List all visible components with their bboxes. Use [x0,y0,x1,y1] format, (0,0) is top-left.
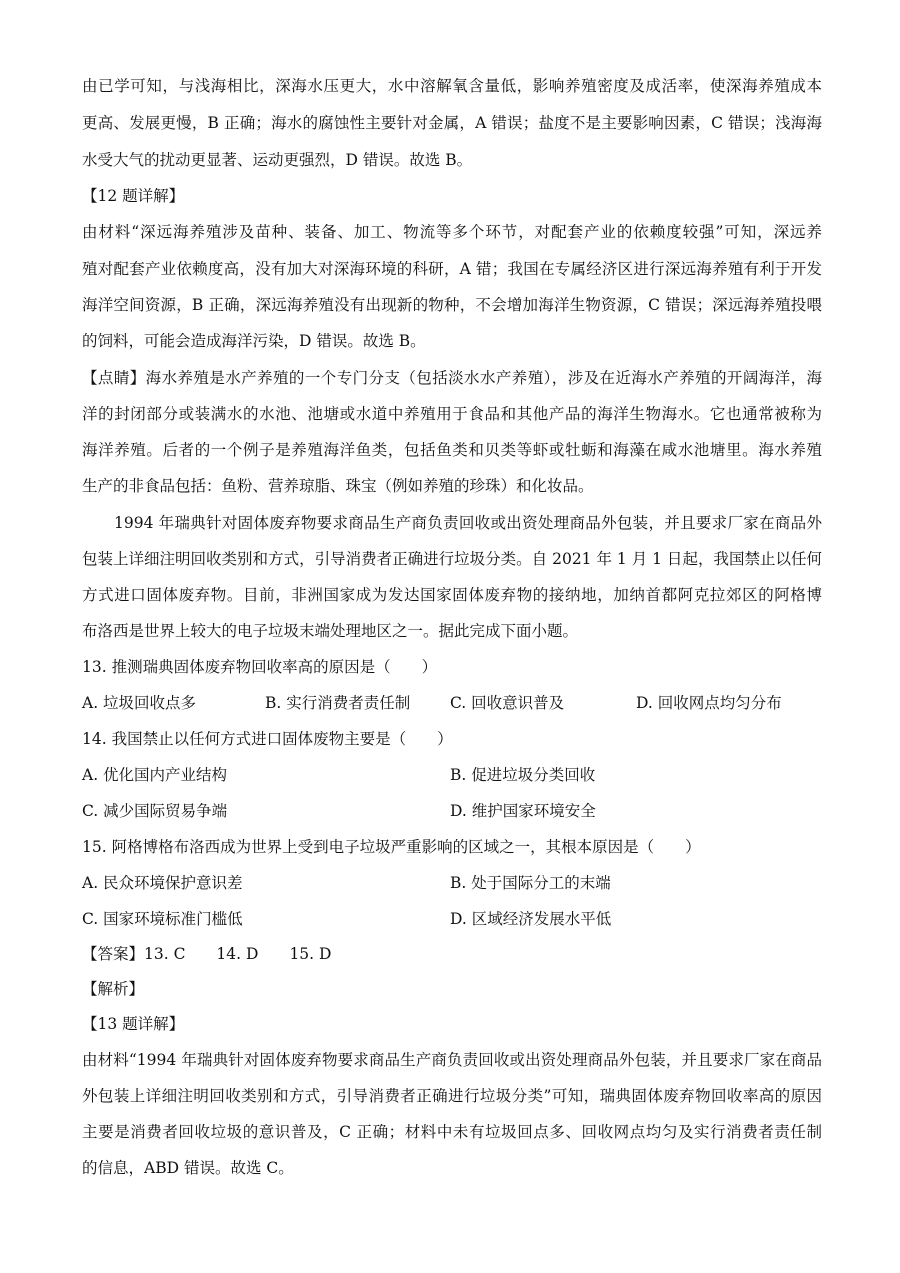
question-13-stem: 13. 推测瑞典固体废弃物回收率高的原因是（ ） [82,658,438,676]
paragraph-line: 的饲料，可能会造成海洋污染，D 错误。故选 B。 [82,332,426,350]
material-line: 1994 年瑞典针对固体废弃物要求商品生产商负责回收或出资处理商品外包装，并且要求厂家在商品外 [114,514,822,532]
question-15-option-b: B. 处于国际分工的末端 [450,874,611,892]
paragraph-line: 由材料“深远海养殖涉及苗种、装备、加工、物流等多个环节，对配套产业的依赖度较强”可知，深远养 [82,223,822,241]
material-line: 方式进口固体废弃物。目前，非洲国家成为发达国家固体废弃物的接纳地，加纳首都阿克拉郊区的阿格博 [82,586,822,604]
question-15-option-c: C. 国家环境标准门槛低 [82,910,243,928]
tip-paragraph-line: 洋的封闭部分或装满水的水池、池塘或水道中养殖用于食品和其他产品的海洋生物海水。它也通常被称为 [82,405,822,423]
analysis-heading: 【解析】 [82,980,145,998]
question-13-option-b: B. 实行消费者责任制 [265,694,411,712]
question-14-option-c: C. 减少国际贸易争端 [82,802,228,820]
paragraph-line: 由已学可知，与浅海相比，深海水压更大，水中溶解氧含量低，影响养殖密度及成活率，使深海养殖成本 [82,77,822,95]
section-heading-13: 【13 题详解】 [82,1015,185,1033]
paragraph-line: 水受大气的扰动更显著、运动更强烈，D 错误。故选 B。 [82,151,473,169]
paragraph-line: 主要是消费者回收垃圾的意识普及，C 正确；材料中未有垃圾回点多、回收网点均匀及实行消费者责任制 [82,1123,822,1141]
section-heading-12: 【12 题详解】 [82,187,185,205]
tip-paragraph-line: 【点睛】海水养殖是水产养殖的一个专门分支（包括淡水水产养殖），涉及在近海水产养殖的开阔海洋，海 [82,369,822,387]
material-line: 包装上详细注明回收类别和方式，引导消费者正确进行垃圾分类。自 2021 年 1 月 1 日起，我国禁止以任何 [82,550,822,568]
paragraph-line: 殖对配套产业依赖度高，没有加大对深海环境的科研，A 错；我国在专属经济区进行深远海养殖有利于开发 [82,260,822,278]
question-14-stem: 14. 我国禁止以任何方式进口固体废物主要是（ ） [82,730,453,748]
tip-paragraph-line: 海洋养殖。后者的一个例子是养殖海洋鱼类，包括鱼类和贝类等虾或牡蛎和海藻在咸水池塘里。海水养殖 [82,441,822,459]
question-14-option-b: B. 促进垃圾分类回收 [450,766,596,784]
question-15-option-d: D. 区域经济发展水平低 [450,910,612,928]
material-line: 布洛西是世界上较大的电子垃圾末端处理地区之一。据此完成下面小题。 [82,622,579,640]
paragraph-line: 外包装上详细注明回收类别和方式，引导消费者正确进行垃圾分类”可知，瑞典固体废弃物回收率高的原因 [82,1087,822,1105]
answer-line: 【答案】13. C 14. D 15. D [82,945,332,963]
paragraph-line: 更高、发展更慢，B 正确；海水的腐蚀性主要针对金属，A 错误；盐度不是主要影响因素，C 错误；浅海海 [82,114,822,132]
question-15-stem: 15. 阿格博格布洛西成为世界上受到电子垃圾严重影响的区域之一，其根本原因是（ ） [82,838,701,856]
question-13-option-c: C. 回收意识普及 [450,694,565,712]
question-14-option-d: D. 维护国家环境安全 [450,802,596,820]
paragraph-line: 海洋空间资源，B 正确，深远海养殖没有出现新的物种，不会增加海洋生物资源，C 错误；深远海养殖投喂 [82,296,822,314]
paragraph-line: 的信息，ABD 错误。故选 C。 [82,1159,294,1177]
question-13-option-a: A. 垃圾回收点多 [82,694,197,712]
question-15-option-a: A. 民众环境保护意识差 [82,874,243,892]
paragraph-line: 由材料“1994 年瑞典针对固体废弃物要求商品生产商负责回收或出资处理商品外包装，并且要求厂家在商品 [82,1051,822,1069]
tip-paragraph-line: 生产的非食品包括：鱼粉、营养琼脂、珠宝（例如养殖的珍珠）和化妆品。 [82,477,594,495]
question-14-option-a: A. 优化国内产业结构 [82,766,228,784]
question-13-option-d: D. 回收网点均匀分布 [636,694,782,712]
